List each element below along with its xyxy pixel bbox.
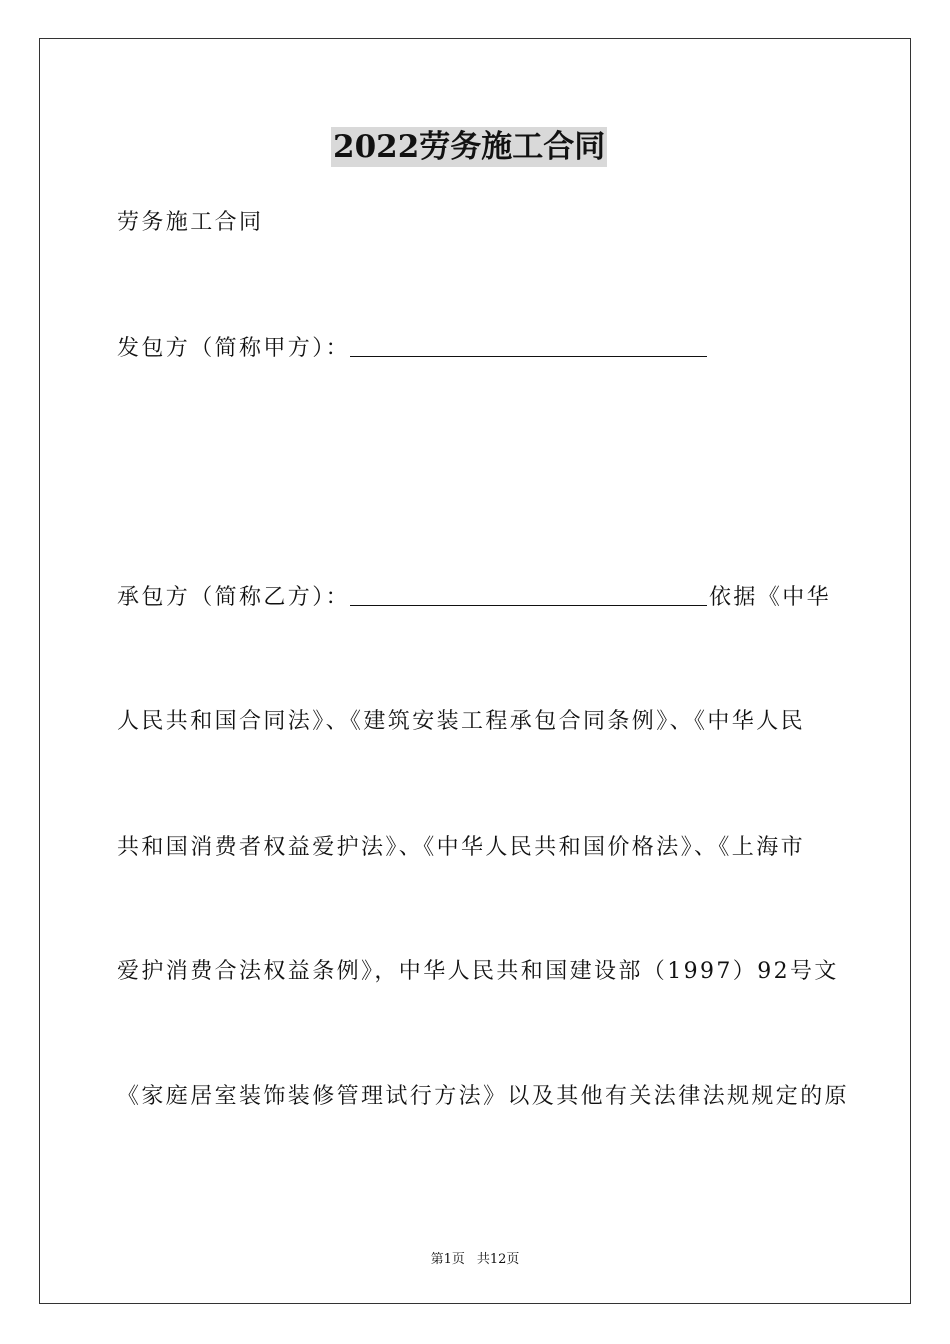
body-line: 共和国消费者权益爱护法》、《中华人民共和国价格法》、《上海市 <box>117 835 806 860</box>
body-line: 爱护消费合法权益条例》，中华人民共和国建设部（1997）92号文 <box>117 959 839 984</box>
party-a-label: 发包方（简称甲方）： <box>117 336 351 361</box>
body-line: 《家庭居室装饰装修管理试行方法》以及其他有关法律法规规定的原 <box>117 1084 850 1109</box>
document-subtitle: 劳务施工合同 <box>117 210 264 235</box>
party-b-blank-field <box>350 583 707 606</box>
body-line: 人民共和国合同法》、《建筑安装工程承包合同条例》、《中华人民 <box>117 709 806 734</box>
party-b-continuation: 依据《中华 <box>709 585 832 610</box>
document-title: 2022劳务施工合同 <box>333 129 606 165</box>
page-number-current: 第1页 <box>430 1252 465 1267</box>
party-b-label: 承包方（简称乙方）： <box>117 585 351 610</box>
party-a-line <box>117 334 709 364</box>
party-b-line <box>117 583 831 613</box>
party-a-blank-field <box>350 334 707 357</box>
page-footer <box>0 1248 950 1267</box>
page-number-total: 共12页 <box>476 1252 520 1267</box>
